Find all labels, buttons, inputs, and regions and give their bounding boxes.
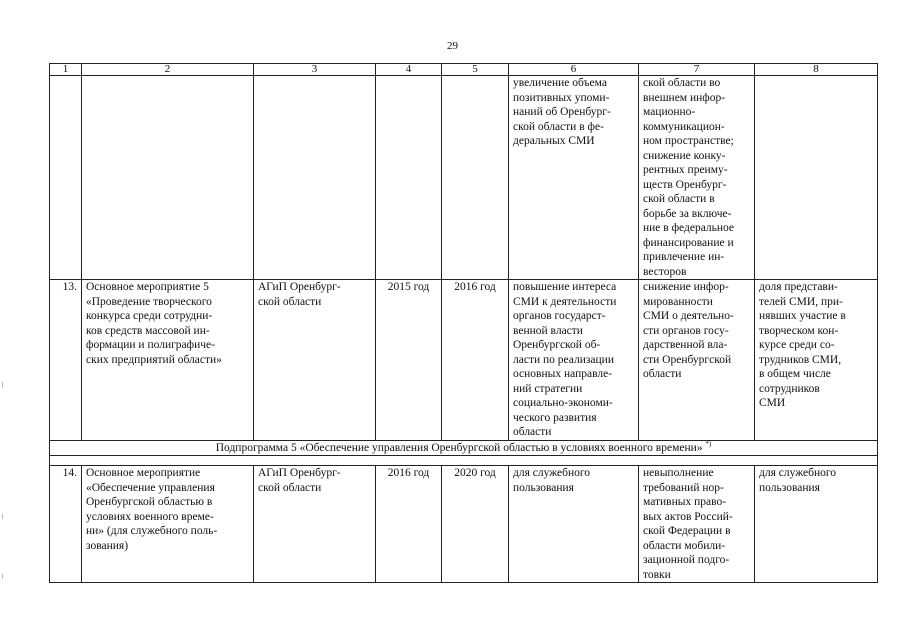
consequences-cell: ской области во внешнем инфор- мационно- коммуникацион- ном пространстве; снижение конку- рентных преиму- ществ Оренбург- ской области в борьбе за включе- ние в федеральное финансирование и привлечение ин- весторов xyxy=(639,76,755,280)
subprogram-row xyxy=(50,440,878,456)
table-row-continued xyxy=(50,76,878,280)
subprogram-heading xyxy=(50,440,878,456)
result-cell: для служебного пользования xyxy=(509,466,639,583)
footnote-mark: *) xyxy=(705,440,712,448)
consequences-cell: невыполнение требований нор- мативных право- вых актов Россий- ской Федерации в области мобили- зационной подго- товки xyxy=(639,466,755,583)
scan-artifact-mark xyxy=(2,382,3,388)
measure-name-cell: Основное мероприятие 5 «Проведение творческого конкурса среди сотрудни- ков средств массовой ин- формации и полиграфиче- ских предприятий области» xyxy=(82,280,254,441)
measure-name-cell: Основное мероприятие «Обеспечение управления Оренбургской областью в условиях военного време- ни» (для служебного поль- зования) xyxy=(82,466,254,583)
column-header: 8 xyxy=(755,64,878,76)
scan-artifact-mark xyxy=(2,514,3,519)
column-header: 3 xyxy=(254,64,376,76)
table-cell xyxy=(755,76,878,280)
column-header: 2 xyxy=(82,64,254,76)
end-year-cell: 2020 год xyxy=(442,466,509,583)
column-header: 6 xyxy=(509,64,639,76)
column-header: 7 xyxy=(639,64,755,76)
result-cell: повышение интереса СМИ к деятельности органов государст- венной власти Оренбургской об- ласти по реализации основных направле- ний стратегии социально-экономи- ческого развития области xyxy=(509,280,639,441)
measures-table xyxy=(49,63,878,583)
result-cell: увеличение объема позитивных упоми- наний об Оренбург- ской области в фе- деральных СМИ xyxy=(509,76,639,280)
column-header: 4 xyxy=(376,64,442,76)
table-cell xyxy=(376,76,442,280)
consequences-cell: снижение инфор- мированности СМИ о деятельно- сти органов госу- дарственной вла- сти Оренбургской области xyxy=(639,280,755,441)
spacer-row xyxy=(50,456,878,466)
indicator-cell: доля представи- телей СМИ, при- нявших участие в творческом кон- курсе среди со- трудников СМИ, в общем числе сотрудников СМИ xyxy=(755,280,878,441)
column-number-row xyxy=(50,64,878,76)
row-number: 13. xyxy=(50,280,82,441)
subprogram-title: Подпрограмма 5 «Обеспечение управления Оренбургской областью в условиях военного времени» xyxy=(215,441,703,454)
executor-cell: АГиП Оренбург- ской области xyxy=(254,466,376,583)
table-cell xyxy=(442,76,509,280)
table-cell xyxy=(254,76,376,280)
executor-cell: АГиП Оренбург- ской области xyxy=(254,280,376,441)
end-year-cell: 2016 год xyxy=(442,280,509,441)
column-header: 5 xyxy=(442,64,509,76)
spacer-cell xyxy=(50,456,878,466)
table-row-13 xyxy=(50,280,878,441)
start-year-cell: 2016 год xyxy=(376,466,442,583)
indicator-cell: для служебного пользования xyxy=(755,466,878,583)
table-cell xyxy=(82,76,254,280)
page-number: 29 xyxy=(447,40,458,52)
scan-artifact-mark xyxy=(2,574,3,579)
table-row-14 xyxy=(50,466,878,583)
start-year-cell: 2015 год xyxy=(376,280,442,441)
row-number: 14. xyxy=(50,466,82,583)
table-cell xyxy=(50,76,82,280)
column-header: 1 xyxy=(50,64,82,76)
